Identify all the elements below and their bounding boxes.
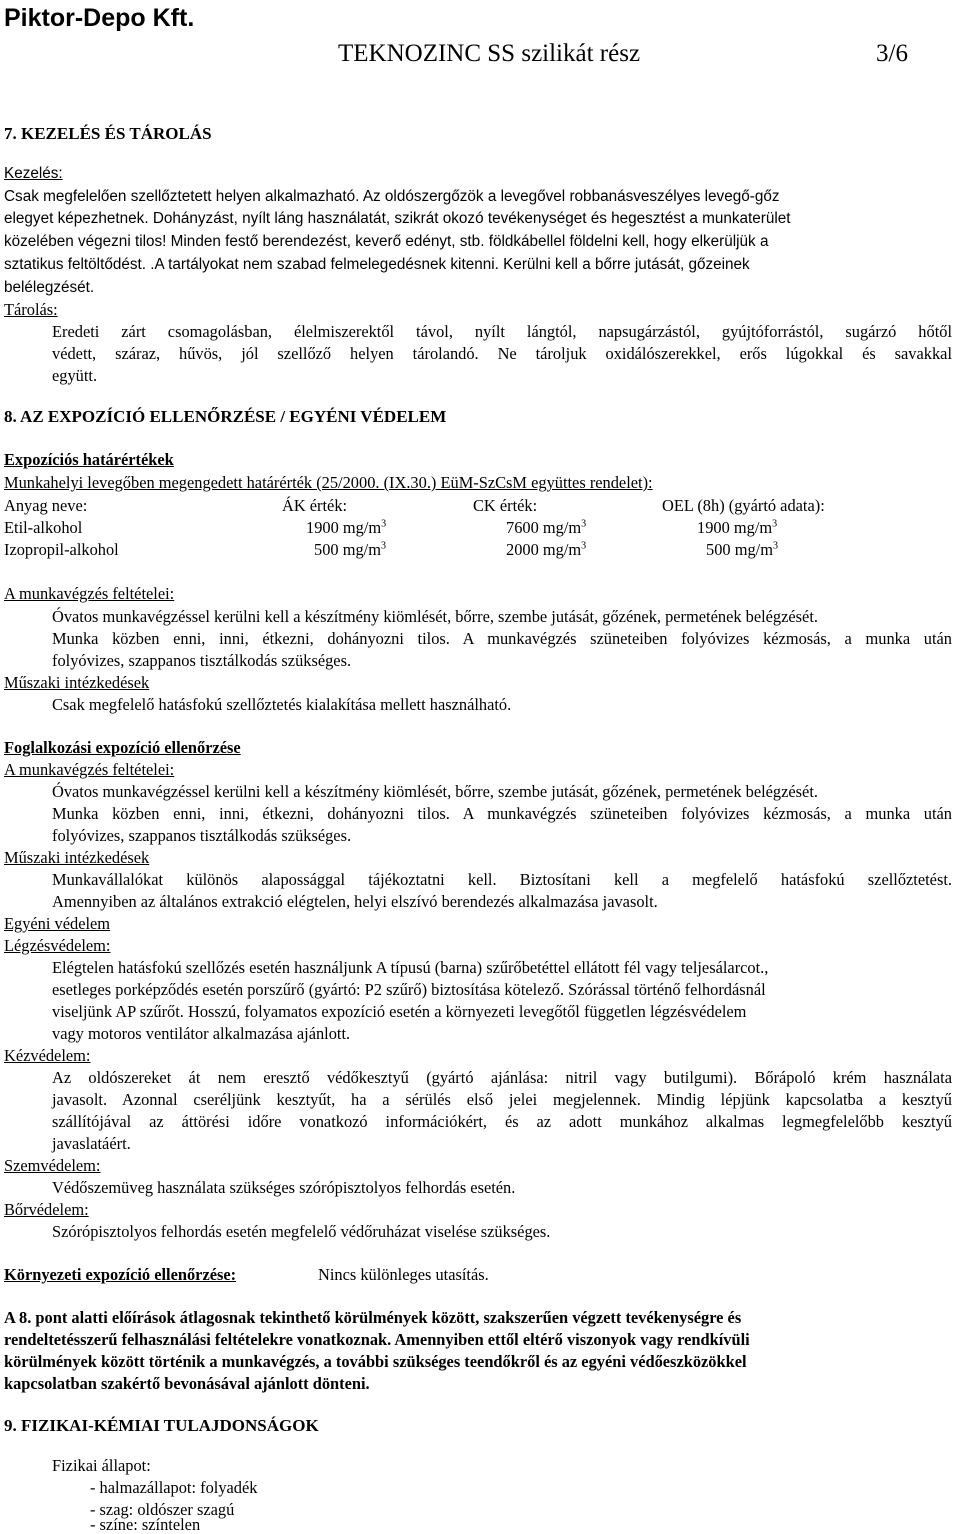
occ-technical-label: Műszaki intézkedések bbox=[4, 848, 150, 867]
hand-line-4: javaslatáért. bbox=[52, 1134, 131, 1153]
hand-line-1: Az oldószereket át nem eresztő védőkesztyű (gyártó ajánlása: nitril vagy butilgumi). Bőrápoló krém használata bbox=[52, 1068, 952, 1087]
table-header-oel: OEL (8h) (gyártó adata): bbox=[662, 496, 825, 515]
table-row-2-oel: 500 $mg/m^3$ bbox=[706, 540, 778, 559]
environmental-exposure-label: Környezeti expozíció ellenőrzése: bbox=[4, 1265, 237, 1284]
work-conditions-line-1: Óvatos munkavégzéssel kerülni kell a készítmény kiömlését, bőrre, szembe jutását, gőzének, permetének belégzését. bbox=[52, 607, 818, 626]
hand-line-3: szállítójával az áttörési időre vonatkozó információkért, és az adott munkához alkalmas legmegfelelőbb kesztyű bbox=[52, 1112, 952, 1131]
occ-technical-line-1: Munkavállalókat különös alapossággal tájékoztatni kell. Biztosítani kell a megfelelő hatásfokú szellőztetést. bbox=[52, 870, 952, 889]
handling-line-1: Csak megfelelően szellőztetett helyen alkalmazható. Az oldószergőzök a levegővel robbanásveszélyes levegő-gőz bbox=[4, 188, 780, 205]
technical-measures-label: Műszaki intézkedések bbox=[4, 673, 150, 692]
handling-line-3: közelében végezni tilos! Minden festő berendezést, keverő edényt, stb. földkábellel földelni kell, hogy elkerüljük a bbox=[4, 233, 769, 250]
page-number: 3/6 bbox=[876, 40, 908, 67]
note-line-3: körülmények között történik a munkavégzés, a további szükséges teendőkről és az egyéni védőeszközökkel bbox=[4, 1352, 747, 1371]
hand-line-2: javasolt. Azonnal cseréljünk kesztyűt, ha a sérülés első jelei megjelennek. Mindig lépjünk kapcsolatba a kesztyű bbox=[52, 1090, 952, 1109]
table-header-name: Anyag neve: bbox=[4, 496, 88, 515]
respiratory-line-2: esetleges porképződés esetén porszűrő (gyártó: P2 szűrő) biztosítása kötelező. Szórással történő felhordásnál bbox=[52, 980, 766, 999]
limits-heading: Expozíciós határértékek bbox=[4, 450, 174, 469]
occ-work-line-3: folyóvizes, szappanos tisztálkodás szükséges. bbox=[52, 826, 352, 845]
section-7-title: 7. KEZELÉS ÉS TÁROLÁS bbox=[4, 124, 212, 143]
section-9-title: 9. FIZIKAI-KÉMIAI TULAJDONSÁGOK bbox=[4, 1416, 319, 1435]
table-row-2-name: Izopropil-alkohol bbox=[4, 540, 119, 559]
work-conditions-label: A munkavégzés feltételei: bbox=[4, 584, 175, 603]
respiratory-line-4: vagy motoros ventilátor alkalmazása ajánlott. bbox=[52, 1024, 351, 1043]
company-name: Piktor-Depo Kft. bbox=[4, 4, 195, 32]
work-conditions-line-3: folyóvizes, szappanos tisztálkodás szükséges. bbox=[52, 651, 352, 670]
personal-protection-label: Egyéni védelem bbox=[4, 914, 111, 933]
note-line-2: rendeltetésszerű felhasználási feltételekre vonatkoznak. Amennyiben ettől eltérő viszonyok vagy rendkívüli bbox=[4, 1330, 750, 1349]
skin-protection-label: Bőrvédelem: bbox=[4, 1200, 89, 1219]
table-header-ak: ÁK érték: bbox=[282, 496, 348, 515]
table-row-1-name: Etil-alkohol bbox=[4, 518, 83, 537]
property-item-3: - színe: színtelen bbox=[90, 1515, 201, 1534]
hand-protection-label: Kézvédelem: bbox=[4, 1046, 91, 1065]
handling-line-4: sztatikus feltöltődést. .A tartályokat nem szabad felmelegedésnek kitenni. Kerülni kell a bőrre jutását, gőzeinek bbox=[4, 256, 750, 273]
storage-line-2: védett, száraz, hűvös, jól szellőző helyen tárolandó. Ne tároljuk oxidálószerekkel, erős lúgokkal és savakkal bbox=[52, 344, 952, 363]
occ-work-conditions-label: A munkavégzés feltételei: bbox=[4, 760, 175, 779]
respiratory-line-3: viseljünk AP szűrőt. Hosszú, folyamatos expozíció esetén a környezeti levegőtől független légzésvédelem bbox=[52, 1002, 747, 1021]
storage-label: Tárolás: bbox=[4, 300, 58, 319]
work-conditions-line-2: Munka közben enni, inni, étkezni, dohányozni tilos. A munkavégzés szüneteiben folyóvizes kézmosás, a munka után bbox=[52, 629, 952, 648]
property-item-1: - halmazállapot: folyadék bbox=[90, 1478, 258, 1497]
handling-line-5: belélegzését. bbox=[4, 279, 95, 296]
table-row-1-ck: 7600 $mg/m^3$ bbox=[506, 518, 587, 537]
occ-work-line-1: Óvatos munkavégzéssel kerülni kell a készítmény kiömlését, bőrre, szembe jutását, gőzének, permetének belégzését. bbox=[52, 782, 818, 801]
table-row-2-ak: 500 $mg/m^3$ bbox=[314, 540, 386, 559]
storage-line-3: együtt. bbox=[52, 366, 98, 385]
table-row-1-oel: 1900 $mg/m^3$ bbox=[697, 518, 778, 537]
environmental-exposure-text: Nincs különleges utasítás. bbox=[318, 1265, 489, 1284]
limits-intro: Munkahelyi levegőben megengedett határérték (25/2000. (IX.30.) EüM-SzCsM együttes rendelet): bbox=[4, 473, 653, 492]
document-title: TEKNOZINC SS szilikát rész bbox=[338, 40, 641, 67]
eye-protection-label: Szemvédelem: bbox=[4, 1156, 101, 1175]
section-8-title: 8. AZ EXPOZÍCIÓ ELLENŐRZÉSE / EGYÉNI VÉDELEM bbox=[4, 407, 447, 426]
technical-measures-text: Csak megfelelő hatásfokú szellőztetés kialakítása mellett használható. bbox=[52, 695, 512, 714]
eye-protection-text: Védőszemüveg használata szükséges szórópisztolyos felhordás esetén. bbox=[52, 1178, 516, 1197]
handling-line-2: elegyet képezhetnek. Dohányzást, nyílt láng használatát, szikrát okozó tevékenységet és hegesztést a munkaterület bbox=[4, 210, 791, 227]
note-line-1: A 8. pont alatti előírások átlagosnak tekinthető körülmények között, szakszerűen végzett tevékenységre és bbox=[4, 1308, 742, 1327]
physical-state-label: Fizikai állapot: bbox=[52, 1456, 151, 1475]
table-row-1-ak: 1900 $mg/m^3$ bbox=[306, 518, 387, 537]
table-row-2-ck: 2000 $mg/m^3$ bbox=[506, 540, 587, 559]
property-item-2: - szag: oldószer szagú bbox=[90, 1500, 235, 1519]
note-line-4: kapcsolatban szakértő bevonásával ajánlott dönteni. bbox=[4, 1374, 370, 1393]
respiratory-label: Légzésvédelem: bbox=[4, 936, 111, 955]
respiratory-line-1: Elégtelen hatásfokú szellőzés esetén használjunk A típusú (barna) szűrőbetéttel ellátott fél vagy teljesálarcot., bbox=[52, 958, 769, 977]
occupational-heading: Foglalkozási expozíció ellenőrzése bbox=[4, 738, 241, 757]
skin-protection-text: Szórópisztolyos felhordás esetén megfelelő védőruházat viselése szükséges. bbox=[52, 1222, 551, 1241]
storage-line-1: Eredeti zárt csomagolásban, élelmiszerektől távol, nyílt lángtól, napsugárzástól, gyújtóforrástól, sugárzó hőtől bbox=[52, 322, 952, 341]
occ-technical-line-2: Amennyiben az általános extrakció elégtelen, helyi elszívó berendezés alkalmazása javasolt. bbox=[52, 892, 658, 911]
handling-label: Kezelés: bbox=[4, 165, 63, 182]
occ-work-line-2: Munka közben enni, inni, étkezni, dohányozni tilos. A munkavégzés szüneteiben folyóvizes kézmosás, a munka után bbox=[52, 804, 952, 823]
table-header-ck: CK érték: bbox=[473, 496, 538, 515]
